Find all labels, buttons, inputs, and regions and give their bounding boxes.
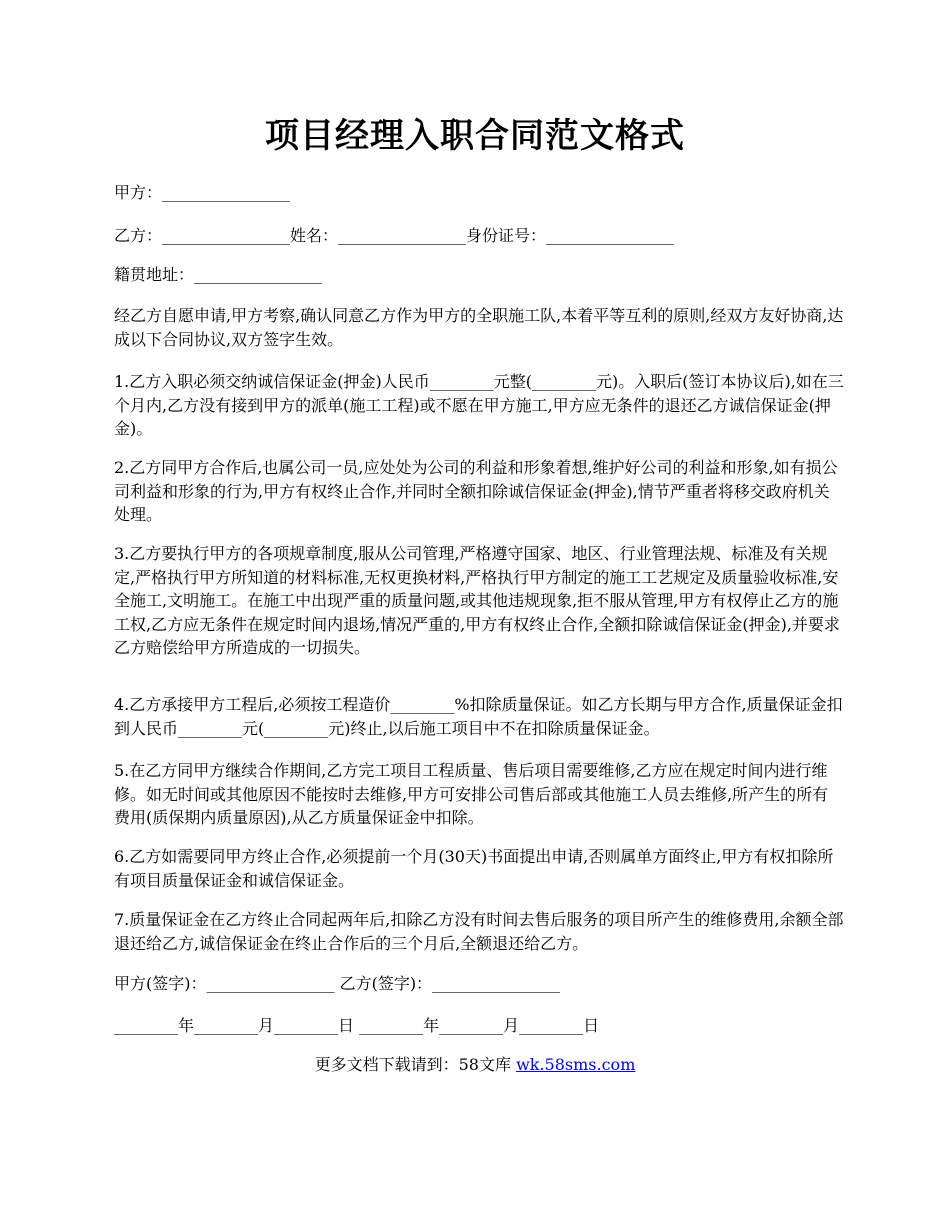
clause-2: 2.乙方同甲方合作后,也属公司一员,应处处为公司的利益和形象着想,维护好公司的利益和形象,如有损公司利益和形象的行为,甲方有权终止合作,并同时全额扣除诚信保证金(押金),情节严重者将移交政府机关处理。 — [114, 458, 838, 524]
native-address-field: 籍贯地址：________________ — [114, 265, 323, 284]
footer-text: 更多文档下载请到：58文库 — [314, 1055, 517, 1074]
clause-4: 4.乙方承接甲方工程后,必须按工程造价________%扣除质量保证。如乙方长期与甲方合作,质量保证金扣到人民币________元(________元)终止,以后施工项目中不在扣除质量保证金。 — [114, 695, 843, 738]
date-line: ________年________月________日 ________年________月________日 — [114, 1016, 600, 1035]
clause-7: 7.质量保证金在乙方终止合同起两年后,扣除乙方没有时间去售后服务的项目所产生的维修费用,余额全部退还给乙方,诚信保证金在终止合作后的三个月后,全额退还给乙方。 — [114, 910, 844, 953]
clause-3: 3.乙方要执行甲方的各项规章制度,服从公司管理,严格遵守国家、地区、行业管理法规、标准及有关规定,严格执行甲方所知道的材料标准,无权更换材料,严格执行甲方制定的施工工艺规定及质量验收标准,安全施工,文明施工。在施工中出现严重的质量问题,或其他违规现象,拒不服从管理,甲方有权停止乙方的施工权,乙方应无条件在规定时间内退场,情况严重的,甲方有权终止合作,全额扣除诚信保证金(押金),并要求乙方赔偿给甲方所造成的一切损失。 — [114, 544, 840, 657]
intro-paragraph: 经乙方自愿申请,甲方考察,确认同意乙方作为甲方的全职施工队,本着平等互利的原则,经双方友好协商,达成以下合同协议,双方签字生效。 — [114, 306, 844, 349]
document-title: 项目经理入职合同范文格式 — [265, 116, 685, 156]
party-a-field: 甲方：________________ — [114, 183, 291, 202]
footer — [0, 1054, 950, 1076]
footer-link[interactable]: wk.58sms.com — [516, 1055, 636, 1074]
clause-6: 6.乙方如需要同甲方终止合作,必须提前一个月(30天)书面提出申请,否则属单方面终止,甲方有权扣除所有项目质量保证金和诚信保证金。 — [114, 847, 834, 890]
signature-line: 甲方(签字)：________________ 乙方(签字)：________________ — [114, 974, 561, 993]
party-b-field: 乙方：________________姓名：________________身份证号：________________ — [114, 226, 675, 245]
clause-1: 1.乙方入职必须交纳诚信保证金(押金)人民币________元整(________元)。入职后(签订本协议后),如在三个月内,乙方没有接到甲方的派单(施工工程)或不愿在甲方施工,甲方应无条件的退还乙方诚信保证金(押金)。 — [114, 372, 844, 438]
clause-5: 5.在乙方同甲方继续合作期间,乙方完工项目工程质量、售后项目需要维修,乙方应在规定时间内进行维修。如无时间或其他原因不能按时去维修,甲方可安排公司售后部或其他施工人员去维修,所产生的所有费用(质保期内质量原因),从乙方质量保证金中扣除。 — [114, 761, 829, 827]
